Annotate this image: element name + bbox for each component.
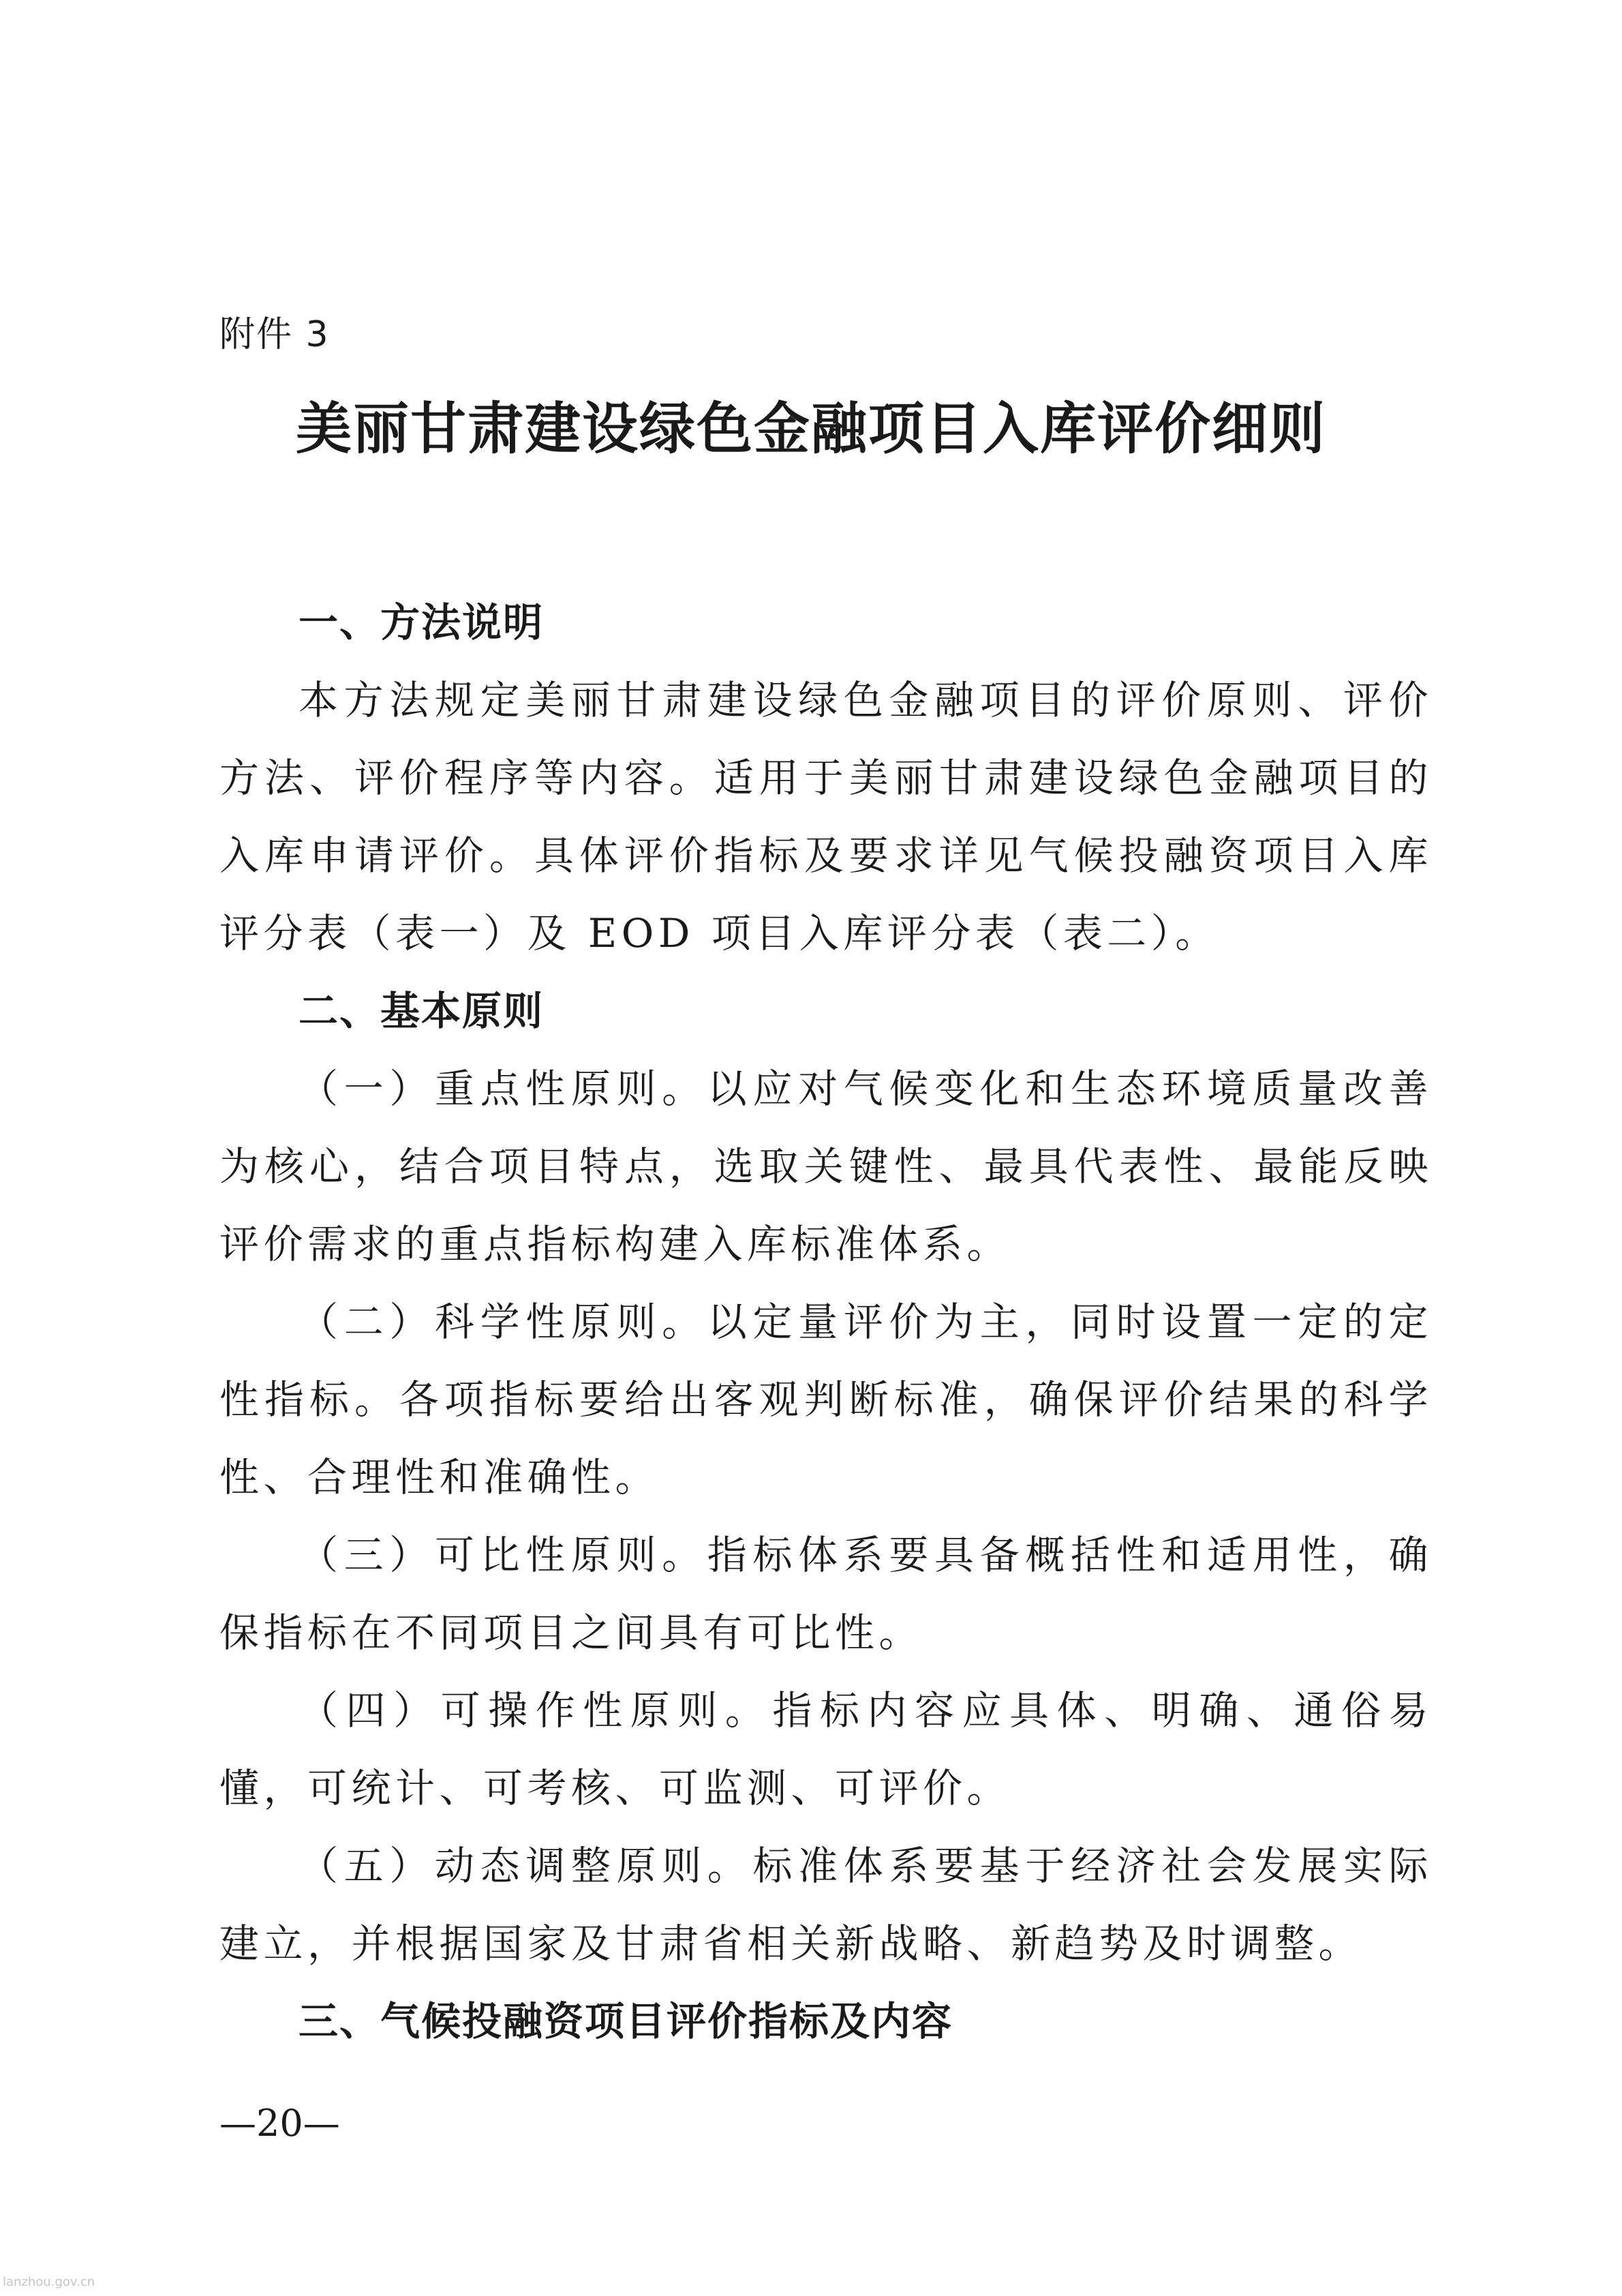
- document-title: 美丽甘肃建设绿色金融项目入库评价细则: [295, 396, 1326, 462]
- paragraph-principle-dynamic: （五）动态调整原则。标准体系要基于经济社会发展实际建立，并根据国家及甘肃省相关新战略、新趋势及时调整。: [219, 1843, 1433, 1967]
- section-heading-principles: 二、基本原则: [299, 988, 545, 1034]
- paragraph-principle-scientific: （二）科学性原则。以定量评价为主，同时设置一定的定性指标。各项指标要给出客观判断标准，确保评价结果的科学性、合理性和准确性。: [219, 1299, 1433, 1500]
- paragraph-principle-focus: （一）重点性原则。以应对气候变化和生态环境质量改善为核心，结合项目特点，选取关键性、最具代表性、最能反映评价需求的重点指标构建入库标准体系。: [219, 1066, 1433, 1267]
- section-heading-indicators: 三、气候投融资项目评价指标及内容: [299, 1998, 953, 2044]
- paragraph-principle-comparable: （三）可比性原则。指标体系要具备概括性和适用性，确保指标在不同项目之间具有可比性。: [219, 1532, 1433, 1656]
- section-heading-method: 一、方法说明: [299, 599, 545, 646]
- document-body: [219, 584, 1433, 2060]
- paragraph-method-description: 本方法规定美丽甘肃建设绿色金融项目的评价原则、评价方法、评价程序等内容。适用于美丽甘肃建设绿色金融项目的入库申请评价。具体评价指标及要求详见气候投融资项目入库评分表（表一）及 EOD 项目入库评分表（表二）。: [219, 677, 1433, 956]
- attachment-label: 附件 3: [219, 314, 330, 355]
- paragraph-principle-operable: （四）可操作性原则。指标内容应具体、明确、通俗易懂，可统计、可考核、可监测、可评价。: [219, 1687, 1433, 1811]
- watermark: lanzhou.gov.cn: [3, 2275, 95, 2289]
- page-number: —20—: [219, 2102, 340, 2145]
